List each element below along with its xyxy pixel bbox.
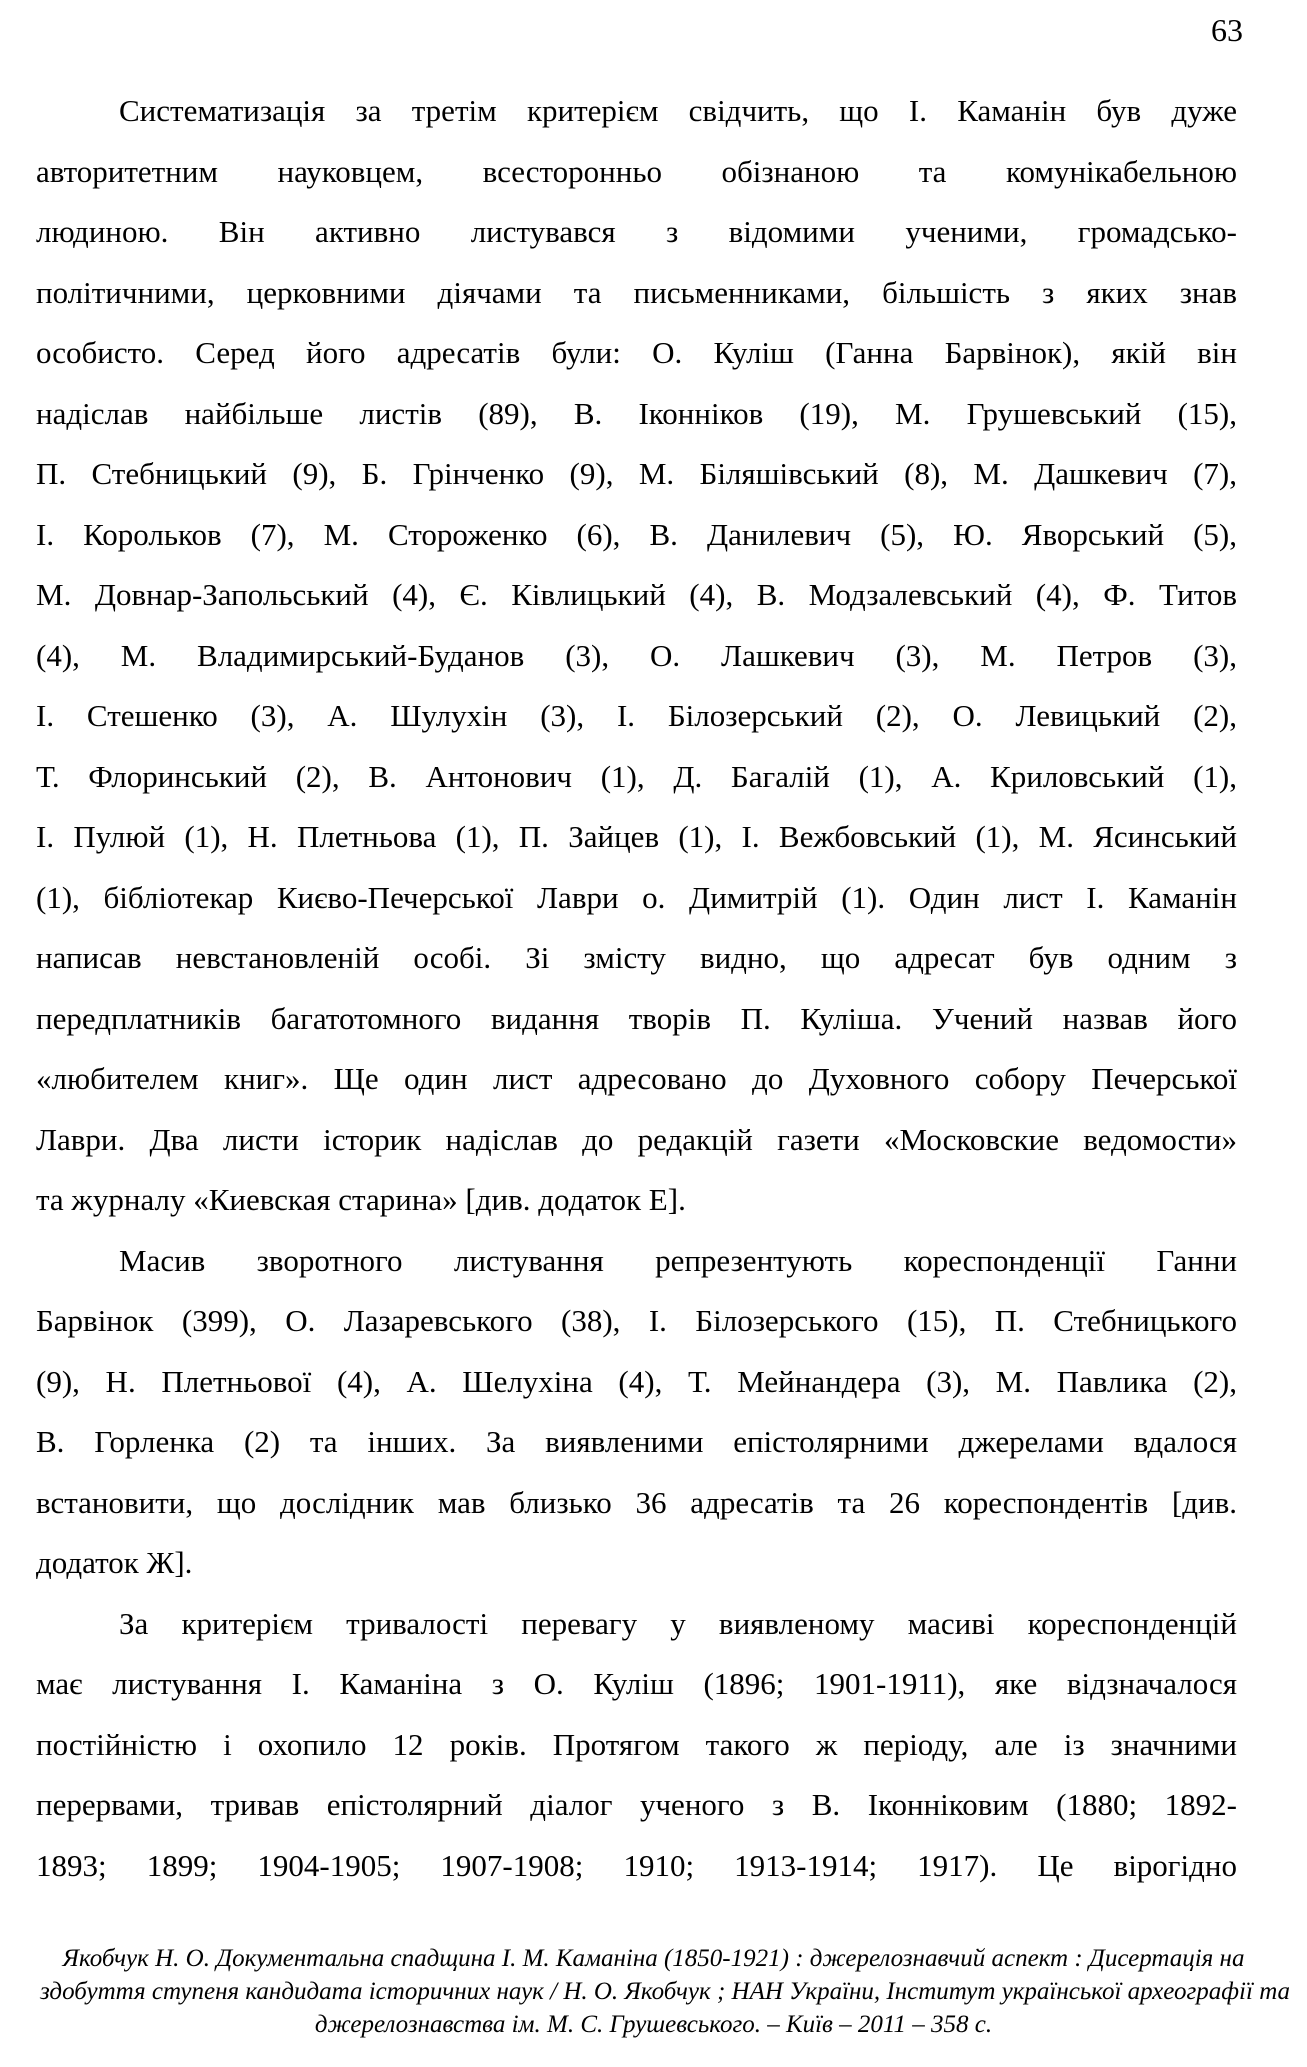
text-line: Барвінок (399), О. Лазаревського (38), І. Білозерського (15), П. Стебницького — [36, 1303, 1237, 1338]
text-line: І. Стешенко (3), А. Шулухін (3), І. Білозерський (2), О. Левицький (2), — [36, 698, 1237, 733]
text-line: (9), Н. Плетньової (4), А. Шелухіна (4), Т. Мейнандера (3), М. Павлика (2), — [36, 1363, 1237, 1399]
footer-line: джерелознавства ім. М. С. Грушевського. – Київ – 2011 – 358 с. — [314, 2011, 993, 2038]
text-line: передплатників багатотомного видання творів П. Куліша. Учений назвав його — [36, 1000, 1237, 1036]
text-line: Лаври. Два листи історик надіслав до редакцій газети «Московские ведомости» — [36, 1121, 1237, 1157]
text-line: (4), М. Владимирський-Буданов (3), О. Лашкевич (3), М. Петров (3), — [36, 637, 1237, 673]
text-line: Т. Флоринський (2), В. Антонович (1), Д. Багалій (1), А. Криловський (1), — [36, 758, 1237, 794]
text-line: додаток Ж]. — [36, 1545, 193, 1580]
text-line: має листування І. Каманіна з О. Куліш (1896; 1901-1911), яке відзначалося — [36, 1666, 1237, 1701]
footer-line: здобуття ступеня кандидата історичних наук / Н. О. Якобчук ; НАН України, Інститут української археографії та — [40, 1978, 1291, 2005]
text-line: (1), бібліотекар Києво-Печерської Лаври о. Димитрій (1). Один лист І. Каманін — [36, 879, 1237, 915]
page-number: 63 — [1211, 12, 1243, 48]
paragraph-correspondents — [36, 1231, 1237, 1594]
text-line: постійністю і охопило 12 років. Протягом такого ж періоду, але із значними — [36, 1726, 1237, 1762]
text-line: І. Корольков (7), М. Стороженко (6), В. Данилевич (5), Ю. Яворський (5), — [36, 516, 1237, 552]
footer-citation — [40, 1942, 1291, 2041]
text-line: особисто. Серед його адресатів були: О. Куліш (Ганна Барвінок), якій він — [36, 335, 1237, 370]
text-line: М. Довнар-Запольський (4), Є. Ківлицький (4), В. Модзалевський (4), Ф. Титов — [36, 577, 1237, 612]
text-line: І. Пулюй (1), Н. Плетньова (1), П. Зайцев (1), І. Вежбовський (1), М. Ясинський — [36, 819, 1237, 854]
text-line: В. Горленка (2) та інших. За виявленими епістолярними джерелами вдалося — [36, 1424, 1237, 1459]
text-line: П. Стебницький (9), Б. Грінченко (9), М. Біляшівський (8), М. Дашкевич (7), — [36, 456, 1237, 491]
text-line: перервами, тривав епістолярний діалог ученого з В. Іконніковим (1880; 1892- — [36, 1787, 1237, 1822]
text-line: «любителем книг». Ще один лист адресовано до Духовного собору Печерської — [36, 1061, 1237, 1096]
paragraph-duration — [36, 1594, 1237, 1897]
text-line: та журналу «Киевская старина» [див. додаток Е]. — [36, 1182, 686, 1217]
text-line: людиною. Він активно листувався з відомими ученими, громадсько- — [36, 214, 1237, 249]
text-line: написав невстановленій особі. Зі змісту видно, що адресат був одним з — [36, 940, 1237, 975]
text-line: За критерієм тривалості перевагу у виявленому масиві кореспонденцій — [119, 1605, 1237, 1641]
body-text — [36, 81, 1237, 1896]
text-line: 1893; 1899; 1904-1905; 1907-1908; 1910; 1913-1914; 1917). Це вірогідно — [36, 1847, 1237, 1883]
text-line: Систематизація за третім критерієм свідчить, що І. Каманін був дуже — [119, 93, 1237, 128]
text-line: надіслав найбільше листів (89), В. Іконніков (19), М. Грушевський (15), — [36, 395, 1237, 431]
text-line: політичними, церковними діячами та письменниками, більшість з яких знав — [36, 274, 1237, 310]
paragraph-addressees — [36, 81, 1237, 1231]
footer-line: Якобчук Н. О. Документальна спадщина І. М. Каманіна (1850-1921) : джерелознавчий аспект : Дисертація на — [62, 1945, 1245, 1972]
text-line: встановити, що дослідник мав близько 36 адресатів та 26 кореспондентів [див. — [36, 1484, 1237, 1520]
text-line: Масив зворотного листування репрезентують кореспонденції Ганни — [119, 1242, 1237, 1278]
text-line: авторитетним науковцем, всесторонньо обізнаною та комунікабельною — [36, 153, 1237, 189]
